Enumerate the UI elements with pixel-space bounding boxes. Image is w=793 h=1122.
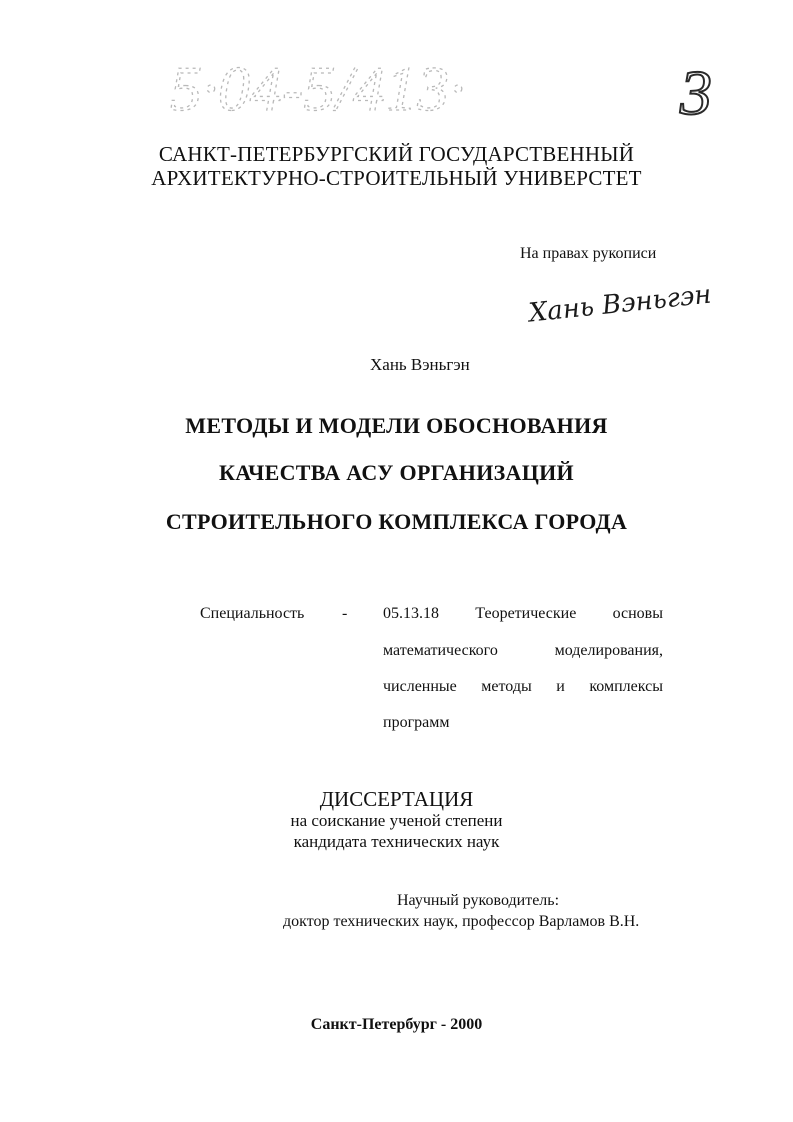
specialty-label: Специальность xyxy=(200,605,305,622)
supervisor-label: Научный руководитель: xyxy=(397,892,560,909)
rights-note: На правах рукописи xyxy=(520,245,657,262)
signature-text: Хань Вэньгэн xyxy=(527,279,713,329)
specialty-dash: - xyxy=(342,605,348,622)
specialty-l3a: численные xyxy=(383,678,457,695)
specialty-code: 05.13.18 xyxy=(383,605,439,622)
title-line-2: КАЧЕСТВА АСУ ОРГАНИЗАЦИЙ xyxy=(219,460,574,485)
specialty-l2a: математического xyxy=(383,642,498,659)
author-signature xyxy=(526,270,716,330)
specialty-word-1: Теоретические xyxy=(475,605,577,622)
specialty-l2b: моделирования, xyxy=(554,642,663,659)
dissertation-line-1: на соискание ученой степени xyxy=(290,811,503,830)
specialty-line-4: программ xyxy=(383,714,450,731)
title-line-1: МЕТОДЫ И МОДЕЛИ ОБОСНОВАНИЯ xyxy=(185,413,608,438)
dissertation-line-2: кандидата технических наук xyxy=(293,832,500,851)
stamp-digit: 3 xyxy=(680,57,712,128)
university-line-1: САНКТ-ПЕТЕРБУРГСКИЙ ГОСУДАРСТВЕННЫЙ xyxy=(158,142,635,166)
supervisor-name: доктор технических наук, профессор Варламов В.Н. xyxy=(283,913,640,930)
specialty-line-2 xyxy=(383,642,663,660)
specialty-l3b: методы xyxy=(481,678,532,695)
specialty-l3d: комплексы xyxy=(589,678,663,695)
stamp-code: 5·04-5/413· xyxy=(170,53,466,124)
specialty-word-2: основы xyxy=(612,605,663,622)
title-line-3: СТРОИТЕЛЬНОГО КОМПЛЕКСА ГОРОДА xyxy=(165,509,628,534)
dissertation-heading: ДИССЕРТАЦИЯ xyxy=(319,787,474,811)
specialty-line-1 xyxy=(383,605,663,623)
city-year: Санкт-Петербург - 2000 xyxy=(310,1016,483,1033)
specialty-line-3 xyxy=(383,678,663,696)
author-name: Хань Вэньгэн xyxy=(370,355,470,374)
library-stamp xyxy=(160,48,720,128)
specialty-l3c: и xyxy=(556,678,565,695)
university-line-2: АРХИТЕКТУРНО-СТРОИТЕЛЬНЫЙ УНИВЕРСТЕТ xyxy=(151,166,642,190)
